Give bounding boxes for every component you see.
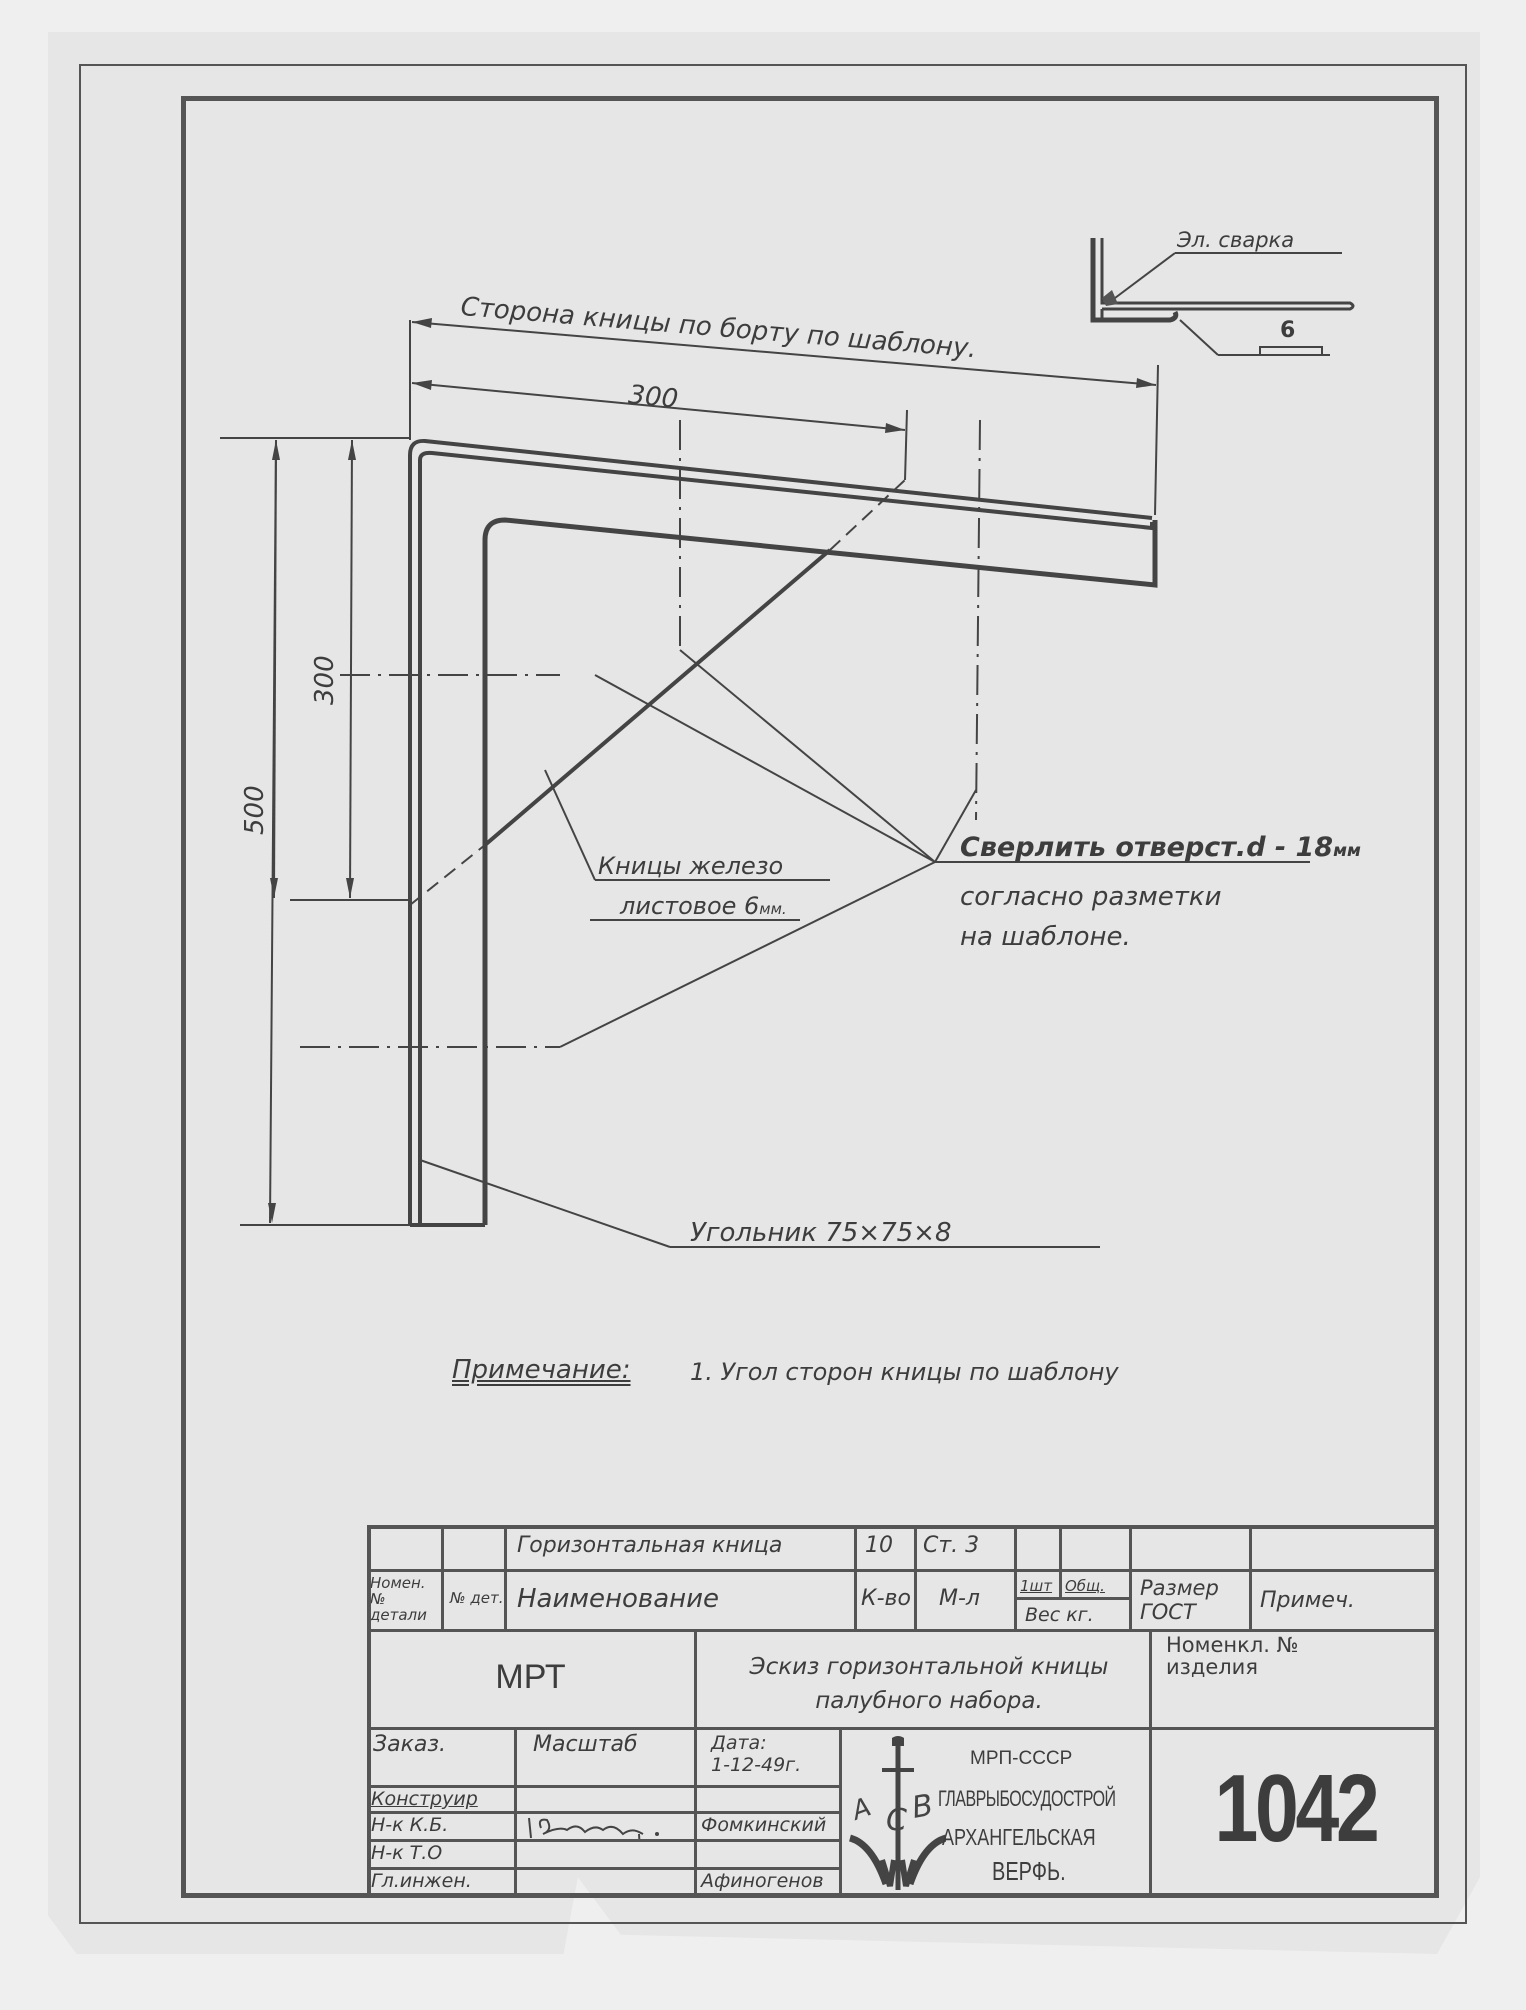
weld-size: 6 xyxy=(1280,318,1296,343)
tb-role-3: Н-к Т.О xyxy=(367,1842,517,1870)
drill-line3: на шаблоне. xyxy=(960,922,1131,952)
note-item-1: 1. Угол сторон кницы по шаблону xyxy=(690,1358,1119,1386)
tb-part-qty: 10 xyxy=(857,1525,917,1572)
dim-side-300: 300 xyxy=(310,655,340,705)
stamp-line4: ВЕРФЬ. xyxy=(992,1858,1066,1887)
tb-header-weight-unit: 1шт xyxy=(1017,1572,1062,1600)
tb-name-2: Фомкинский xyxy=(697,1814,842,1842)
tb-signature-3 xyxy=(517,1842,697,1870)
svg-text:В: В xyxy=(909,1787,936,1826)
tb-header-weight: Вес кг. xyxy=(1017,1600,1132,1632)
tb-name-4: Афиногенов xyxy=(697,1870,842,1898)
tb-order-label: Заказ. xyxy=(367,1730,517,1788)
stamp-line3: АРХАНГЕЛЬСКАЯ xyxy=(942,1824,1096,1850)
tb-header-name: Наименование xyxy=(507,1572,857,1632)
knee-material-unit: мм. xyxy=(759,900,787,918)
weld-label: Эл. сварка xyxy=(1177,228,1295,252)
tb-part-name: Горизонтальная кница xyxy=(507,1525,857,1572)
tb-sheet-number: 1042 xyxy=(1214,1755,1377,1862)
tb-role-1: Конструир xyxy=(367,1788,517,1814)
dim-overall-label: Сторона кницы по борту по шаблону. xyxy=(459,292,978,365)
drill-line2: согласно разметки xyxy=(960,882,1222,912)
knee-diagonal xyxy=(485,550,830,845)
dim-top-300: 300 xyxy=(627,380,680,415)
tb-drawing-title-line2: палубного набора. xyxy=(815,1688,1043,1714)
tb-weight-unit-cell xyxy=(1017,1525,1062,1572)
stamp-line2: ГЛАВРЫБОСУДОСТРОЙ xyxy=(938,1788,1116,1812)
tb-name-1 xyxy=(697,1788,842,1814)
knee-material-line1: Кницы железо xyxy=(598,852,784,880)
tb-signature-2 xyxy=(517,1814,697,1842)
drill-line1: Сверлить отверст.d - 18 xyxy=(960,832,1334,863)
tb-det-cell xyxy=(444,1525,507,1572)
title-block xyxy=(367,1525,1439,1898)
angle-label: Угольник 75×75×8 xyxy=(690,1218,952,1248)
weld-detail xyxy=(1093,238,1353,355)
knee-material-line2: листовое 6 xyxy=(620,892,760,920)
svg-text:А: А xyxy=(848,1792,876,1827)
tb-org: МРТ xyxy=(367,1632,697,1730)
tb-header-weight-total: Общ. xyxy=(1062,1572,1132,1600)
tb-drawing-title-line1: Эскиз горизонтальной кницы xyxy=(749,1654,1109,1680)
tb-header-det: № дет. xyxy=(444,1572,507,1632)
tb-weight-total-cell xyxy=(1062,1525,1132,1572)
tb-stamp xyxy=(842,1730,1152,1898)
stamp-line1: МРП-СССР xyxy=(970,1748,1073,1769)
tb-name-3 xyxy=(697,1842,842,1870)
tb-product-nomen-label: Номенкл. № xyxy=(1166,1633,1299,1657)
tb-part-material: Ст. 3 xyxy=(917,1525,1017,1572)
handwritten-signature xyxy=(523,1814,693,1842)
tb-header-remarks: Примеч. xyxy=(1252,1572,1439,1632)
tb-date-label: Дата: xyxy=(711,1732,767,1754)
tb-size-cell xyxy=(1132,1525,1252,1572)
anchor-logo-icon xyxy=(846,1734,946,1894)
tb-header-material: М-л xyxy=(917,1572,1017,1632)
knee-plate-edge xyxy=(485,520,1155,1225)
tb-header-qty: К-во xyxy=(857,1572,917,1632)
tb-signature-1 xyxy=(517,1788,697,1814)
dim-side-500: 500 xyxy=(240,785,270,835)
tb-remarks-cell xyxy=(1252,1525,1439,1572)
tb-role-4: Гл.инжен. xyxy=(367,1870,517,1898)
svg-text:С: С xyxy=(886,1803,907,1838)
drill-unit: мм xyxy=(1333,841,1361,861)
tb-scale-label: Масштаб xyxy=(517,1730,697,1788)
note-heading: Примечание: xyxy=(452,1355,631,1385)
tb-date-value: 1-12-49г. xyxy=(711,1754,802,1776)
tb-header-nomen: Номен. № детали xyxy=(367,1572,444,1632)
tb-date xyxy=(697,1730,842,1788)
tb-product-nomen-label2: изделия xyxy=(1166,1655,1258,1679)
tb-drawing-title xyxy=(697,1632,1152,1730)
tb-signature-4 xyxy=(517,1870,697,1898)
tb-product-nomen xyxy=(1152,1632,1439,1730)
tb-nomen-cell xyxy=(367,1525,444,1572)
tb-role-2: Н-к К.Б. xyxy=(367,1814,517,1842)
tb-header-size: Размер ГОСТ xyxy=(1132,1572,1252,1632)
